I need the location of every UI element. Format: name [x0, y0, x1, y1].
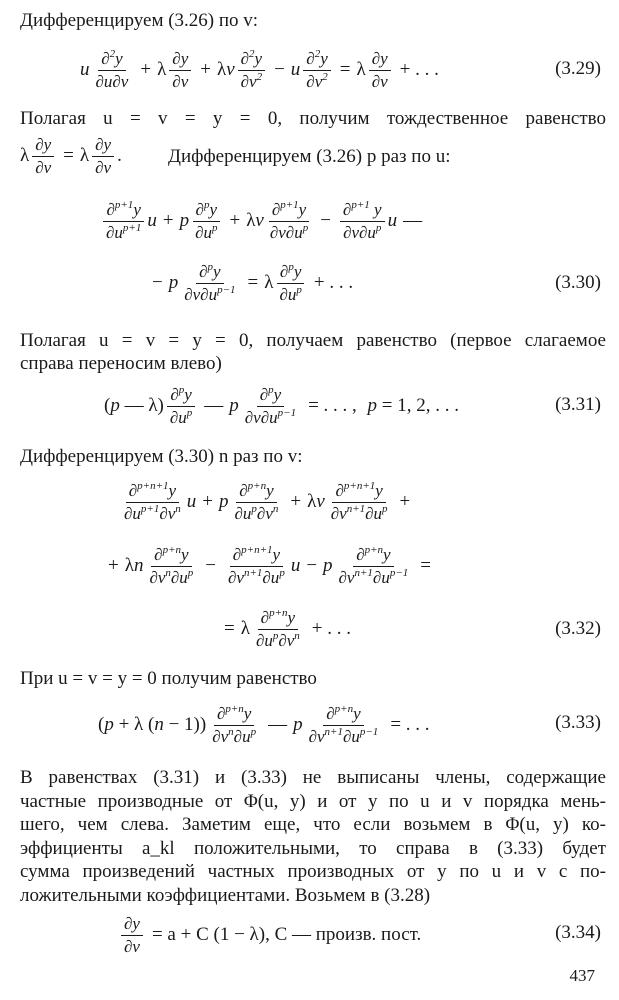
page-number: 437 — [569, 966, 595, 985]
paragraph-set-zero: Полагая u = v = y = 0, получим тождественное равенство — [20, 108, 606, 129]
equation-3-30: $\frac{\partial^{p+1}y}{\partial u^{p+1}}$ u + p $\frac{\partial^py}{\partial u^p}$ + λ v $\frac{\partial^{p+1}y}{\partial v\partial u^p}$ − $\frac{\partial^{p+1} y}{\partial v\partial u^p}$ u — − p $\frac{\partial^py}{\partial v\partial u^{p-1}}$ = λ $\frac{\partial^py}{\partial u^p}$ + . . . (3.30) — [0, 196, 619, 316]
equation-3-32: $\frac{\partial^{p+n+1}y}{\partial u^{p+1}\partial v^n}$ u + p $\frac{\partial^{p+n}y}{\partial u^p\partial v^n}$ + λ v $\frac{\partial^{p+n+1}y}{\partial v^{n+1}\partial u^p}$ + + λ n $\frac{\partial^{p+n}y}{\partial v^n\partial u^p}$ − $\frac{\partial^{p+n+1}y}{\partial v^{n+1}\partial u^p}$ u − p $\frac{\partial^{p+n}y}{\partial v^{n+1}\partial u^{p-1}}$ = = λ $\frac{\partial^{p+n}y}{\partial u^p\partial v^n}$ + . . . (3.32) — [108, 479, 601, 650]
equation-number: (3.32) — [555, 618, 601, 639]
paragraph-when-zero: При u = v = y = 0 получим равенство — [20, 668, 317, 689]
equation-3-33: ( p + λ ( n − 1)) $\frac{\partial^{p+n}y}{\partial v^n\partial u^p}$ — p $\frac{\partial^{p+n}y}{\partial v^{n+1}\partial u^{p-1}}$ = . . . (3.33) — [98, 702, 601, 746]
paragraph-diff-by-v: Дифференцируем (3.26) по v: — [20, 10, 259, 31]
equation-3-29: u $\frac{\partial^2y}{\partial u\partial v}$ + λ $\frac{\partial y}{\partial v}$ + λ v $\frac{\partial^2y}{\partial v^2}$ − u $\frac{\partial^2y}{\partial v^2}$ = λ $\frac{\partial y}{\partial v}$ + . . . (3.29) — [80, 47, 601, 91]
equation-number: (3.29) — [555, 58, 601, 79]
equation-3-31: ( p — λ) $\frac{\partial^py}{\partial u^p}$ — p $\frac{\partial^py}{\partial v\partial u^{p-1}}$ = . . . , p = 1, 2, . . . (3.31) — [104, 383, 601, 427]
equation-number: (3.31) — [555, 394, 601, 415]
equation-number: (3.33) — [555, 712, 601, 733]
equation-number: (3.30) — [555, 272, 601, 293]
paragraph-get-equality: Полагая u = v = y = 0, получаем равенство (первое слагаемое справа переносим влево) — [20, 330, 606, 374]
equation-number: (3.34) — [555, 922, 601, 943]
equation-3-34-rhs: = a + C (1 − λ), C — произв. пост. — [151, 923, 422, 945]
text-diff-p-times: Дифференцируем (3.26) p раз по u: — [168, 146, 451, 167]
equation-3-34: $\frac{\partial y}{\partial v}$ = a + C (1 − λ), C — произв. пост. (3.34) — [0, 910, 619, 960]
paragraph-remarks: В равенствах (3.31) и (3.33) не выписаны члены, содержащие частные производные от Φ(u, y) и от y по u и v порядка мень- шего, чем слева. Заметим еще, что если возьмем в Φ(u, y) ко- эффициенты a_kl положительными, то справа в (3.33) будет сумма произведений частных производных от y по u и v с по- ложительными коэффициентами. Возьмем в (3.28) — [20, 767, 606, 906]
paragraph-identity-line: λ $\frac{\partial y}{\partial v}$ = λ $\frac{\partial y}{\partial v}$ . Дифференцируем (3.26) p раз по u: — [20, 134, 451, 177]
paragraph-diff-n-times: Дифференцируем (3.30) n раз по v: — [20, 446, 303, 467]
